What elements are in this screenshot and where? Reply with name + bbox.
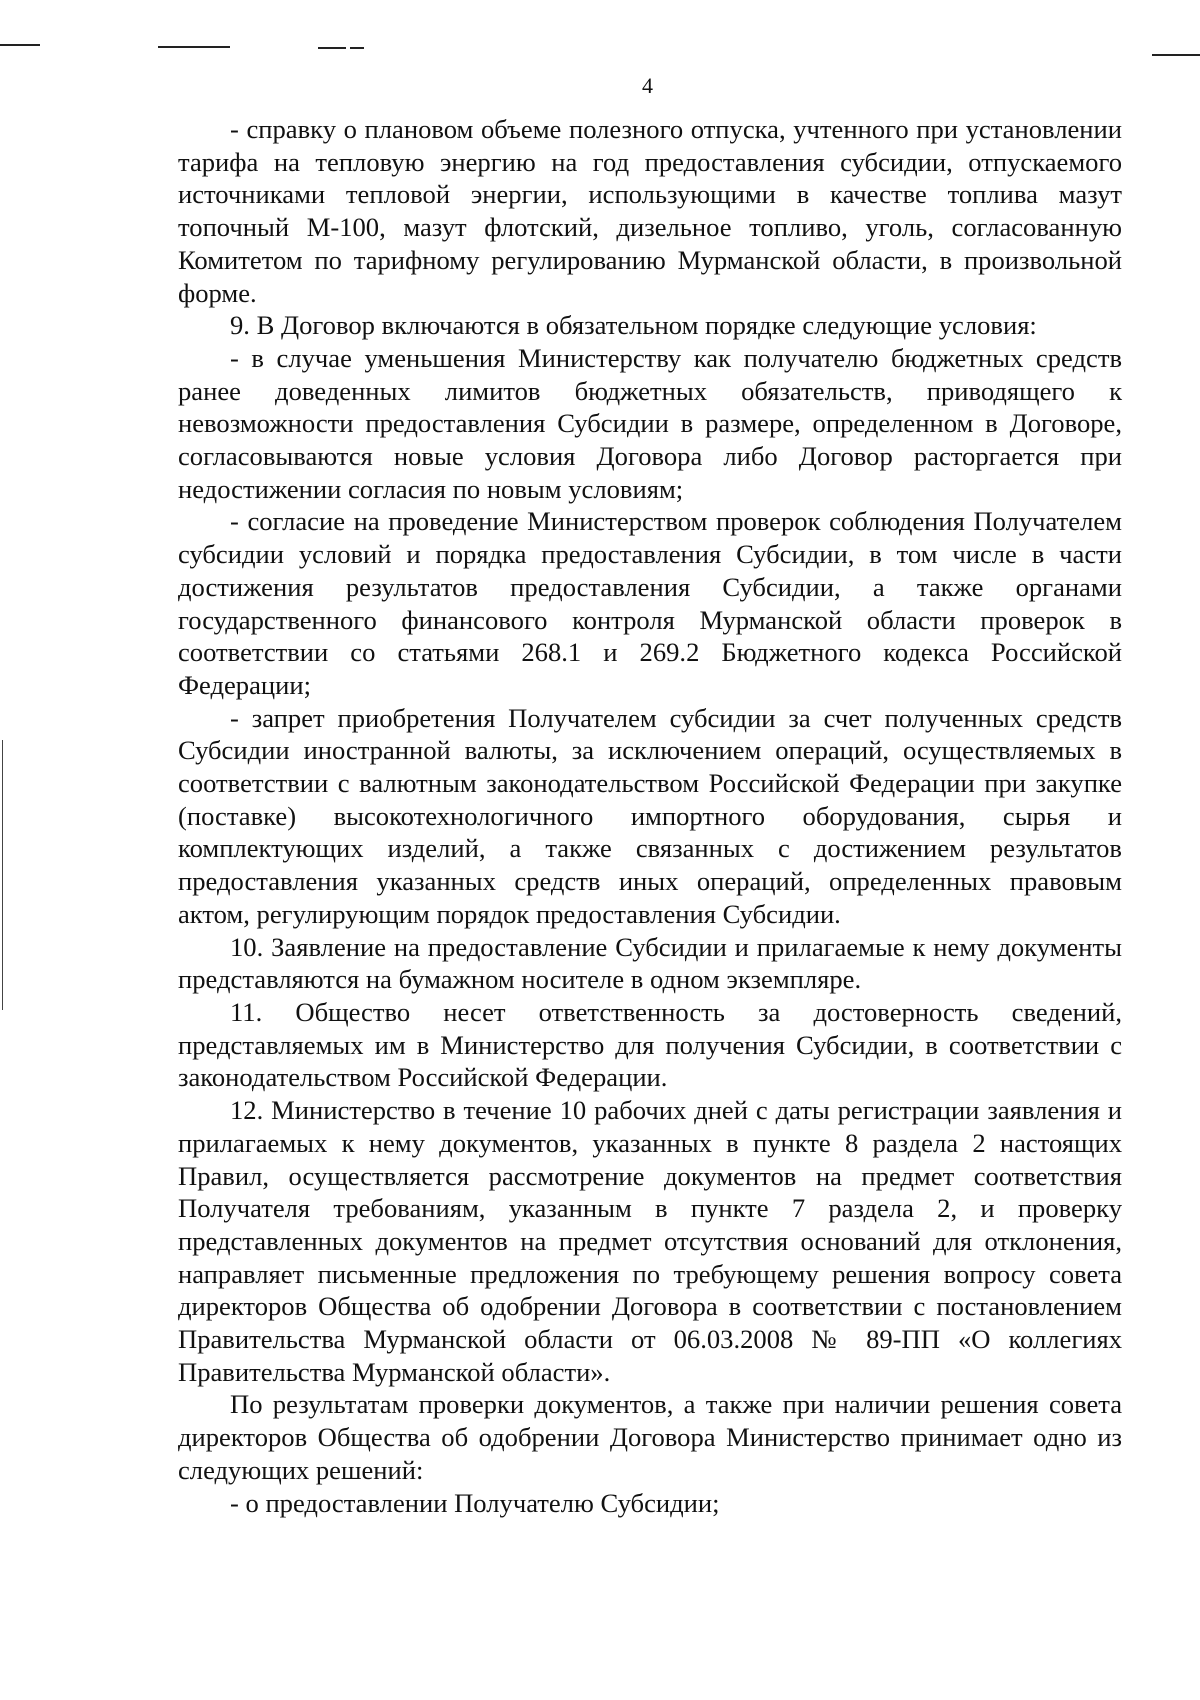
- scan-artifact-line: [0, 44, 40, 46]
- scan-artifact-edge: [2, 740, 3, 1010]
- paragraph-item-9: 9. В Договор включаются в обязательном порядке следующие условия:: [230, 310, 1037, 341]
- paragraph-certificate: - справку о плановом объеме полезного отпуска, учтенного при установлении тарифа на тепловую энергию на год предоставления субсидии, отпускаемого источниками тепловой энергии, использующими в качестве топлива мазут топочный М-100, мазут флотский, дизельное топливо, уголь, согласованную Комитетом по тарифному регулированию Мурманской области, в произвольной форме.: [178, 114, 1122, 308]
- paragraph-item-12: 12. Министерство в течение 10 рабочих дней с даты регистрации заявления и прилагаемых к нему документов, указанных в пункте 8 раздела 2 настоящих Правил, осуществляется рассмотрение документов на предмет соответствия Получателя требованиям, указанным в пункте 7 раздела 2, и проверку представленных документов на предмет отсутствия оснований для отклонения, направляет письменные предложения по требующему решения вопросу совета директоров Общества об одобрении Договора в соответствии с постановлением Правительства Мурманской области от 06.03.2008 № 89-ПП «О коллегиях Правительства Мурманской области».: [178, 1095, 1122, 1387]
- scan-artifact-line: [350, 47, 364, 49]
- scan-artifact-line: [158, 46, 230, 48]
- document-body: [178, 113, 1122, 1519]
- paragraph-audit-consent: - согласие на проведение Министерством проверок соблюдения Получателем субсидии условий и порядка предоставления Субсидии, в том числе в части достижения результатов предоставления Субсидии, а также органами государственного финансового контроля Мурманской области проверок в соответствии со статьями 268.1 и 269.2 Бюджетного кодекса Российской Федерации;: [178, 506, 1122, 700]
- paragraph-currency-ban: - запрет приобретения Получателем субсидии за счет полученных средств Субсидии иностранной валюты, за исключением операций, осуществляемых в соответствии с валютным законодательством Российской Федерации при закупке (поставке) высокотехнологичного импортного оборудования, сырья и комплектующих изделий, а также связанных с достижением результатов предоставления указанных средств иных операций, определенных правовым актом, регулирующим порядок предоставления Субсидии.: [178, 702, 1122, 929]
- scan-artifact-line: [318, 47, 346, 49]
- paragraph-decision: По результатам проверки документов, а также при наличии решения совета директоров Общества об одобрении Договора Министерство принимает одно из следующих решений:: [178, 1389, 1122, 1485]
- page-number: 4: [642, 73, 653, 98]
- paragraph-item-11: 11. Общество несет ответственность за достоверность сведений, представляемых им в Министерство для получения Субсидии, в соответствии с законодательством Российской Федерации.: [178, 996, 1122, 1093]
- paragraph-budget-limits: - в случае уменьшения Министерству как получателю бюджетных средств ранее доведенных лимитов бюджетных обязательств, приводящего к невозможности предоставления Субсидии в размере, определенном в Договоре, согласовываются новые условия Договора либо Договор расторгается при недостижении согласия по новым условиям;: [178, 342, 1122, 504]
- scan-artifact-line: [1152, 54, 1200, 56]
- paragraph-grant-decision: - о предоставлении Получателю Субсидии;: [230, 1487, 720, 1518]
- paragraph-item-10: 10. Заявление на предоставление Субсидии и прилагаемые к нему документы представляются на бумажном носителе в одном экземпляре.: [178, 931, 1122, 995]
